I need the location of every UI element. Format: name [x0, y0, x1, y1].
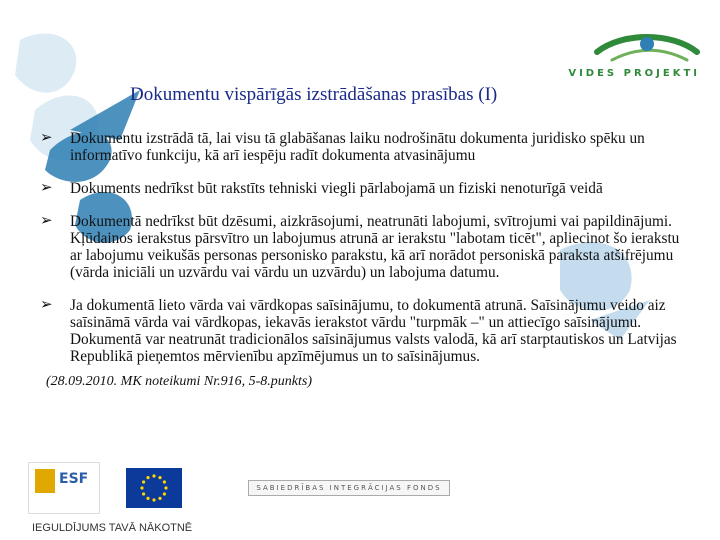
esf-label: ESF — [59, 471, 89, 487]
arrow-bullet-icon: ➢ — [40, 297, 53, 313]
source-note: (28.09.2010. MK noteikumi Nr.916, 5-8.punkts) — [46, 374, 312, 389]
bullet-item: ➢ Dokuments nedrīkst būt rakstīts tehniski viegli pārlabojamā un fiziski nenoturīgā veidā — [40, 180, 603, 197]
eu-flag-icon — [126, 468, 182, 508]
arrow-bullet-icon: ➢ — [40, 213, 53, 229]
siff-logo: SABIEDRĪBAS INTEGRĀCIJAS FONDS — [248, 480, 450, 496]
bullet-list — [40, 130, 690, 390]
bullet-item: ➢ Dokumentā nedrīkst būt dzēsumi, aizkrāsojumi, neatrunāti labojumi, svītrojumi vai papildinājumi. Kļūdainos ierakstus pārsvītro un labojumus atrunā ar ierakstu "labotam ticēt", apliecinot šo ierakstu ar labojumu veikušās personas personisko parakstu, kā arī norādot personiskā paraksta atšifrējumu (vārda iniciāli un uzvārdu vai vārdu un uzvārdu) un labojuma datumu. — [40, 213, 680, 281]
arrow-bullet-icon: ➢ — [40, 130, 53, 146]
arrow-bullet-icon: ➢ — [40, 180, 53, 196]
esf-logo — [28, 462, 100, 514]
slide-title: Dokumentu vispārīgās izstrādāšanas prasības (I) — [130, 84, 498, 105]
footer-logos — [28, 462, 708, 522]
bullet-item: ➢ Ja dokumentā lieto vārda vai vārdkopas saīsinājumu, to dokumentā atrunā. Saīsinājumu veido aiz saīsināmā vārda vai vārdkopas, iekavās ierakstot vārdu "turpmāk –" un attiecīgo saīsinājumu. Dokumentā var neatrunāt tradicionālos saīsinājumus valsts valodā, kā arī starptautiskos un Latvijas Republikā pieņemtos mērvienību apzīmējumus un to saīsinājumus. — [40, 297, 677, 365]
bullet-item: ➢ Dokumentu izstrādā tā, lai visu tā glabāšanas laiku nodrošinātu dokumenta juridisko spēku un informatīvo funkciju, kā arī iespēju radīt dokumenta atvasinājumu — [40, 130, 645, 164]
brand-name: VIDES PROJEKTI — [568, 68, 700, 79]
footer-tagline: IEGULDĪJUMS TAVĀ NĀKOTNĒ — [32, 522, 193, 534]
esf-mark-icon — [35, 469, 55, 493]
